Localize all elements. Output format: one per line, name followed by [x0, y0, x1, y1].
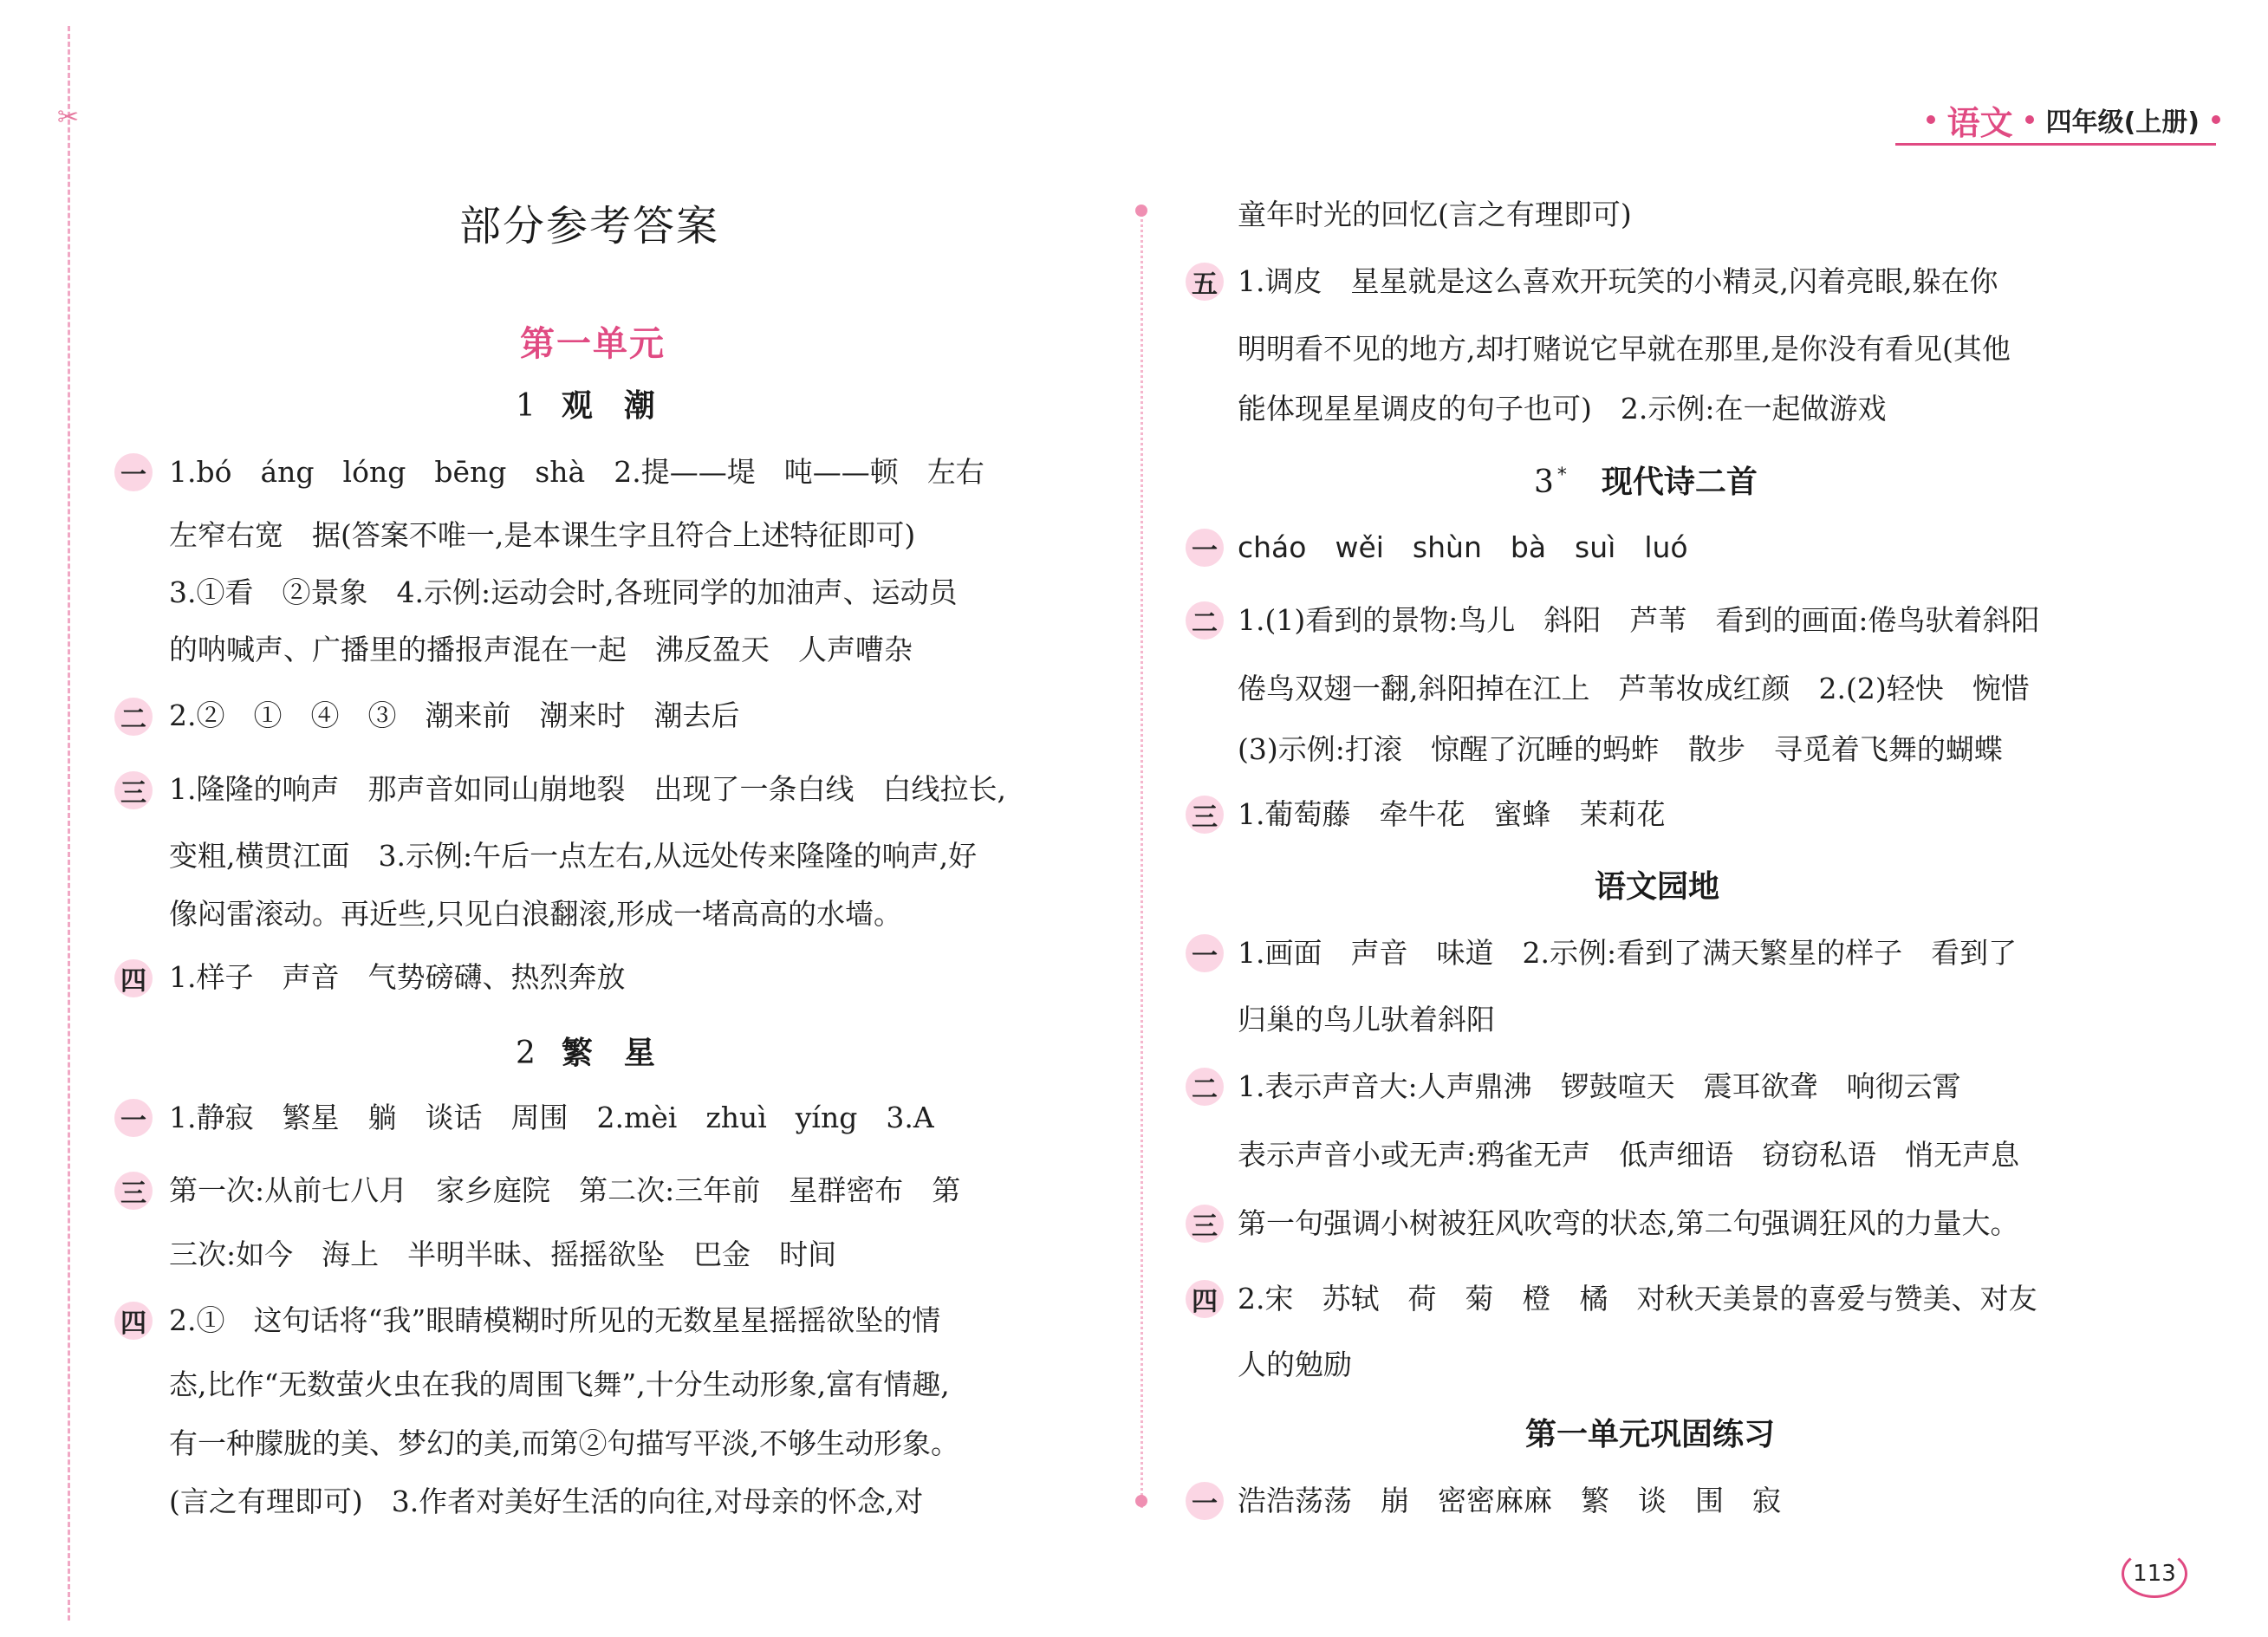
answer-line: 能体现星星调皮的句子也可) 2.示例:在一起做游戏	[1238, 392, 1887, 425]
answer-line: 2.② ① ④ ③ 潮来前 潮来时 潮去后	[169, 698, 740, 732]
section-badge: 二	[114, 698, 153, 736]
page-number: 113	[2122, 1549, 2187, 1598]
answer-line: 3.①看 ②景象 4.示例:运动会时,各班同学的加油声、运动员	[169, 575, 958, 609]
lesson-number: 1	[516, 388, 536, 424]
section-badge: 四	[114, 959, 153, 997]
section-badge: 五	[1186, 263, 1224, 301]
scissors-icon: ✂	[57, 102, 80, 133]
lesson-title	[1534, 458, 1758, 502]
section-badge: 一	[1186, 934, 1224, 972]
answer-line: (3)示例:打滚 惊醒了沉睡的蚂蚱 散步 寻觅着飞舞的蝴蝶	[1238, 732, 2003, 766]
section-heading: 语文园地	[1595, 869, 1720, 905]
answer-line: 1.调皮 星星就是这么喜欢开玩笑的小精灵,闪着亮眼,躲在你	[1238, 264, 1998, 298]
answer-line: 倦鸟双翅一翻,斜阳掉在江上 芦苇妆成红颜 2.(2)轻快 惋惜	[1238, 672, 2030, 705]
section-badge: 一	[1186, 529, 1224, 567]
section-badge: 四	[1186, 1280, 1224, 1318]
answer-line: 态,比作“无数萤火虫在我的周围飞舞”,十分生动形象,富有情趣,	[169, 1367, 950, 1401]
answer-line: 变粗,横贯江面 3.示例:午后一点左右,从远处传来隆隆的响声,好	[169, 839, 978, 873]
answer-line: 1.隆隆的响声 那声音如同山崩地裂 出现了一条白线 白线拉长,	[169, 772, 1006, 806]
answer-line: 1.葡萄藤 牵牛花 蜜蜂 茉莉花	[1238, 797, 1666, 831]
answer-line: 1.bó áng lóng bēng shà 2.提——堤 吨——顿 左右	[169, 455, 985, 489]
dot-icon	[1927, 115, 1935, 124]
column-divider	[1140, 208, 1143, 1508]
header-underline	[1895, 143, 2216, 146]
section-badge: 一	[1186, 1482, 1224, 1520]
unit-title: 第一单元	[520, 324, 666, 364]
answer-line: 归巢的鸟儿驮着斜阳	[1238, 1003, 1495, 1036]
section-heading: 第一单元巩固练习	[1525, 1417, 1776, 1452]
divider-dot	[1135, 1495, 1147, 1507]
answer-line: cháo wěi shùn bà suì luó	[1238, 530, 1688, 564]
answer-line: 1.样子 声音 气势磅礴、热烈奔放	[169, 960, 626, 994]
answer-line: 1.表示声音大:人声鼎沸 锣鼓喧天 震耳欲聋 响彻云霄	[1238, 1069, 1961, 1103]
answer-line: 1.静寂 繁星 躺 谈话 周围 2.mèi zhuì yíng 3.A	[169, 1101, 934, 1134]
dot-icon	[2025, 115, 2034, 124]
answer-line: 童年时光的回忆(言之有理即可)	[1238, 198, 1632, 231]
lesson-name: 现代诗二首	[1601, 464, 1758, 500]
section-badge: 二	[1186, 1068, 1224, 1106]
answer-line: 2.① 这句话将“我”眼睛模糊时所见的无数星星摇摇欲坠的情	[169, 1303, 941, 1337]
divider-dot	[1135, 205, 1147, 217]
section-badge: 一	[114, 1099, 153, 1137]
answer-line: 人的勉励	[1238, 1348, 1352, 1381]
lesson-name: 繁 星	[561, 1036, 655, 1071]
answer-line: 表示声音小或无声:鸦雀无声 低声细语 窃窃私语 悄无声息	[1238, 1138, 2020, 1172]
answer-line: 有一种朦胧的美、梦幻的美,而第②句描写平淡,不够生动形象。	[169, 1426, 959, 1460]
lesson-number: 2	[516, 1036, 536, 1071]
section-badge: 三	[1186, 1205, 1224, 1243]
section-badge: 三	[114, 771, 153, 809]
subject-label: 语文	[1946, 102, 2013, 142]
answer-line: 1.画面 声音 味道 2.示例:看到了满天繁星的样子 看到了	[1238, 936, 2018, 970]
answer-line: 第一次:从前七八月 家乡庭院 第二次:三年前 星群密布 第	[169, 1173, 961, 1207]
answer-line: (言之有理即可) 3.作者对美好生活的向往,对母亲的怀念,对	[169, 1484, 924, 1518]
answer-line: 2.宋 苏轼 荷 菊 橙 橘 对秋天美景的喜爱与赞美、对友	[1238, 1282, 2037, 1315]
page-header	[1927, 97, 2220, 142]
answer-line: 的呐喊声、广播里的播报声混在一起 沸反盈天 人声嘈杂	[169, 633, 913, 666]
answer-line: 左窄右宽 据(答案不唯一,是本课生字且符合上述特征即可)	[169, 518, 916, 552]
cut-line	[68, 26, 70, 1621]
section-badge: 一	[114, 453, 153, 491]
section-badge: 二	[1186, 601, 1224, 640]
grade-label: 四年级(上册)	[2045, 107, 2200, 138]
lesson-title	[516, 381, 655, 425]
lesson-number: 3	[1534, 464, 1554, 500]
answer-line: 浩浩荡荡 崩 密密麻麻 繁 谈 围 寂	[1238, 1484, 1781, 1517]
section-badge: 三	[114, 1172, 153, 1210]
answer-line: 像闷雷滚动。再近些,只见白浪翻滚,形成一堵高高的水墙。	[169, 897, 902, 931]
lesson-title	[516, 1029, 655, 1073]
section-badge: 三	[1186, 796, 1224, 834]
answer-line: 1.(1)看到的景物:鸟儿 斜阳 芦苇 看到的画面:倦鸟驮着斜阳	[1238, 603, 2040, 637]
page-title: 部分参考答案	[459, 202, 720, 250]
answer-line: 三次:如今 海上 半明半昧、摇摇欲坠 巴金 时间	[169, 1237, 837, 1271]
section-badge: 四	[114, 1302, 153, 1340]
answer-line: 第一句强调小树被狂风吹弯的状态,第二句强调狂风的力量大。	[1238, 1206, 2019, 1240]
lesson-name: 观 潮	[561, 388, 655, 424]
dot-icon	[2212, 115, 2220, 124]
lesson-mark: *	[1556, 464, 1567, 486]
answer-line: 明明看不见的地方,却打赌说它早就在那里,是你没有看见(其他	[1238, 332, 2011, 366]
